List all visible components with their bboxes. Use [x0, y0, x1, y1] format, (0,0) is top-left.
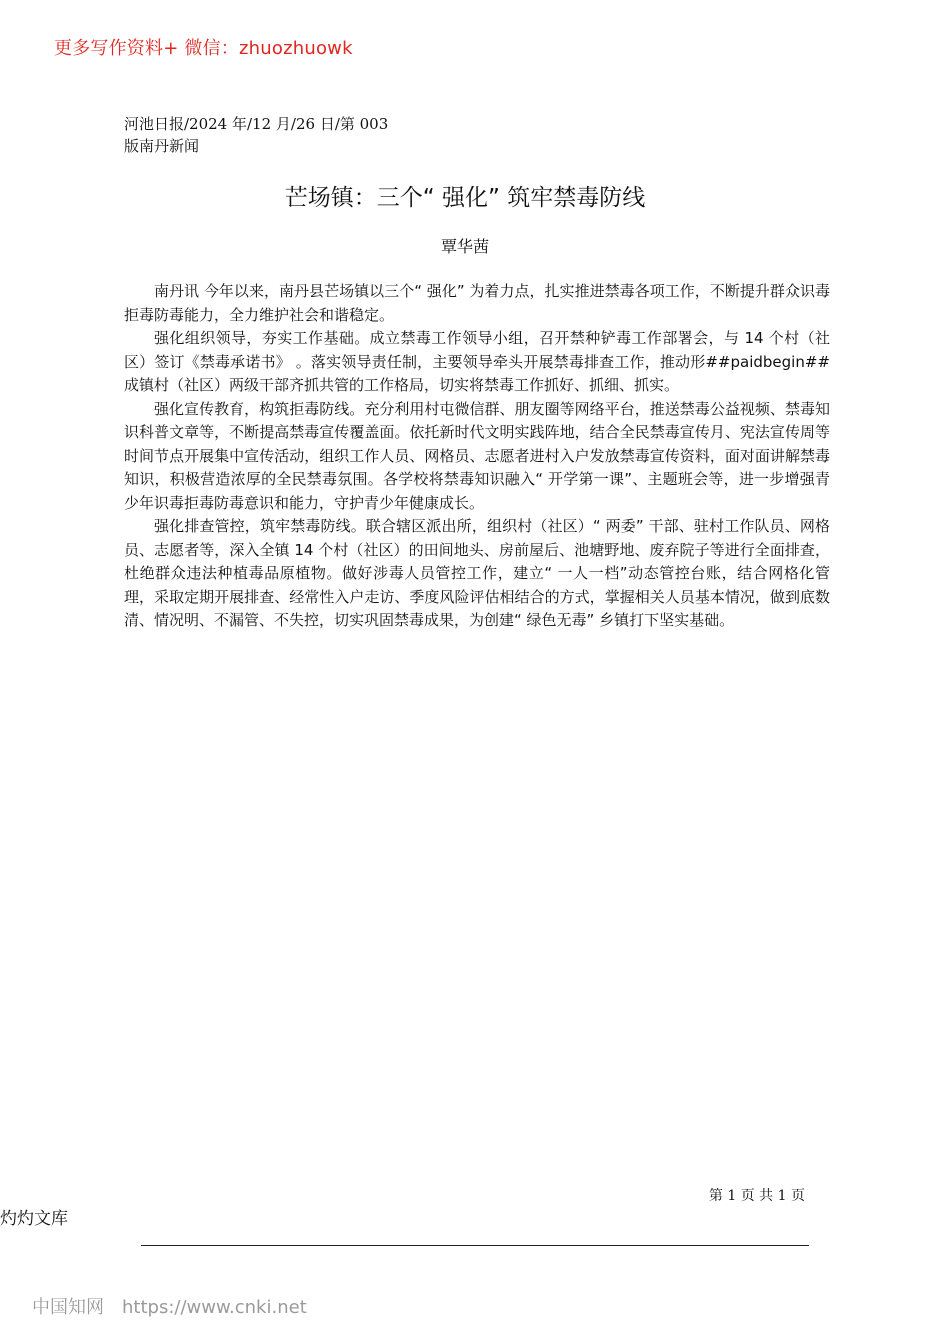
- promo-banner: 更多写作资料+ 微信：zhuozhuowk: [54, 38, 353, 59]
- article-author: 覃华茜: [440, 237, 489, 256]
- library-label: 灼灼文库: [0, 1209, 68, 1229]
- article-paragraph: 强化宣传教育，构筑拒毒防线。充分利用村屯微信群、朋友圈等网络平台，推送禁毒公益视频、禁毒知识科普文章等，不断提高禁毒宣传覆盖面。依托新时代文明实践阵地，结合全民禁毒宣传月、宪法宣传周等时间节点开展集中宣传活动，组织工作人员、网格员、志愿者进村入户发放禁毒宣传资料，面对面讲解禁毒知识，积极营造浓厚的全民禁毒氛围。各学校将禁毒知识融入“ 开学第一课”、主题班会等，进一步增强青少年识毒拒毒防毒意识和能力，守护青少年健康成长。: [124, 399, 830, 512]
- article-paragraph: 南丹讯 今年以来，南丹县芒场镇以三个“ 强化” 为着力点，扎实推进禁毒各项工作，不断提升群众识毒拒毒防毒能力，全力维护社会和谐稳定。: [124, 282, 830, 324]
- article-body: [124, 280, 830, 633]
- article-paragraph: 强化排查管控，筑牢禁毒防线。联合辖区派出所，组织村（社区）“ 两委” 干部、驻村工作队员、网格员、志愿者等，深入全镇 14 个村（社区）的田间地头、房前屋后、池塘野地、废弃院子等进行全面排查，杜绝群众违法种植毒品原植物。做好涉毒人员管控工作，建立“ 一人一档”动态管控台账，结合网格化管理，采取定期开展排查、经常性入户走访、季度风险评估相结合的方式，掌握相关人员基本情况，做到底数清、情况明、不漏管、不失控，切实巩固禁毒成果，为创建“ 绿色无毒” 乡镇打下坚实基础。: [124, 517, 830, 629]
- cnki-watermark: [32, 1293, 307, 1319]
- footer-divider: [141, 1245, 809, 1246]
- source-line: 河池日报/2024 年/12 月/26 日/第 003 版南丹新闻: [124, 115, 389, 155]
- watermark-name: 中国知网: [32, 1297, 104, 1318]
- watermark-url: https://www.cnki.net: [122, 1297, 307, 1318]
- article-paragraph: 强化组织领导，夯实工作基础。成立禁毒工作领导小组，召开禁种铲毒工作部署会，与 14 个村（社区）签订《禁毒承诺书》 。落实领导责任制，主要领导牵头开展禁毒排查工作，推动形##paidbegin##成镇村（社区）两级干部齐抓共管的工作格局，切实将禁毒工作抓好、抓细、抓实。: [124, 329, 830, 394]
- page-indicator: 第 1 页 共 1 页: [708, 1188, 805, 1204]
- article-title: 芒场镇：三个“ 强化” 筑牢禁毒防线: [284, 185, 646, 211]
